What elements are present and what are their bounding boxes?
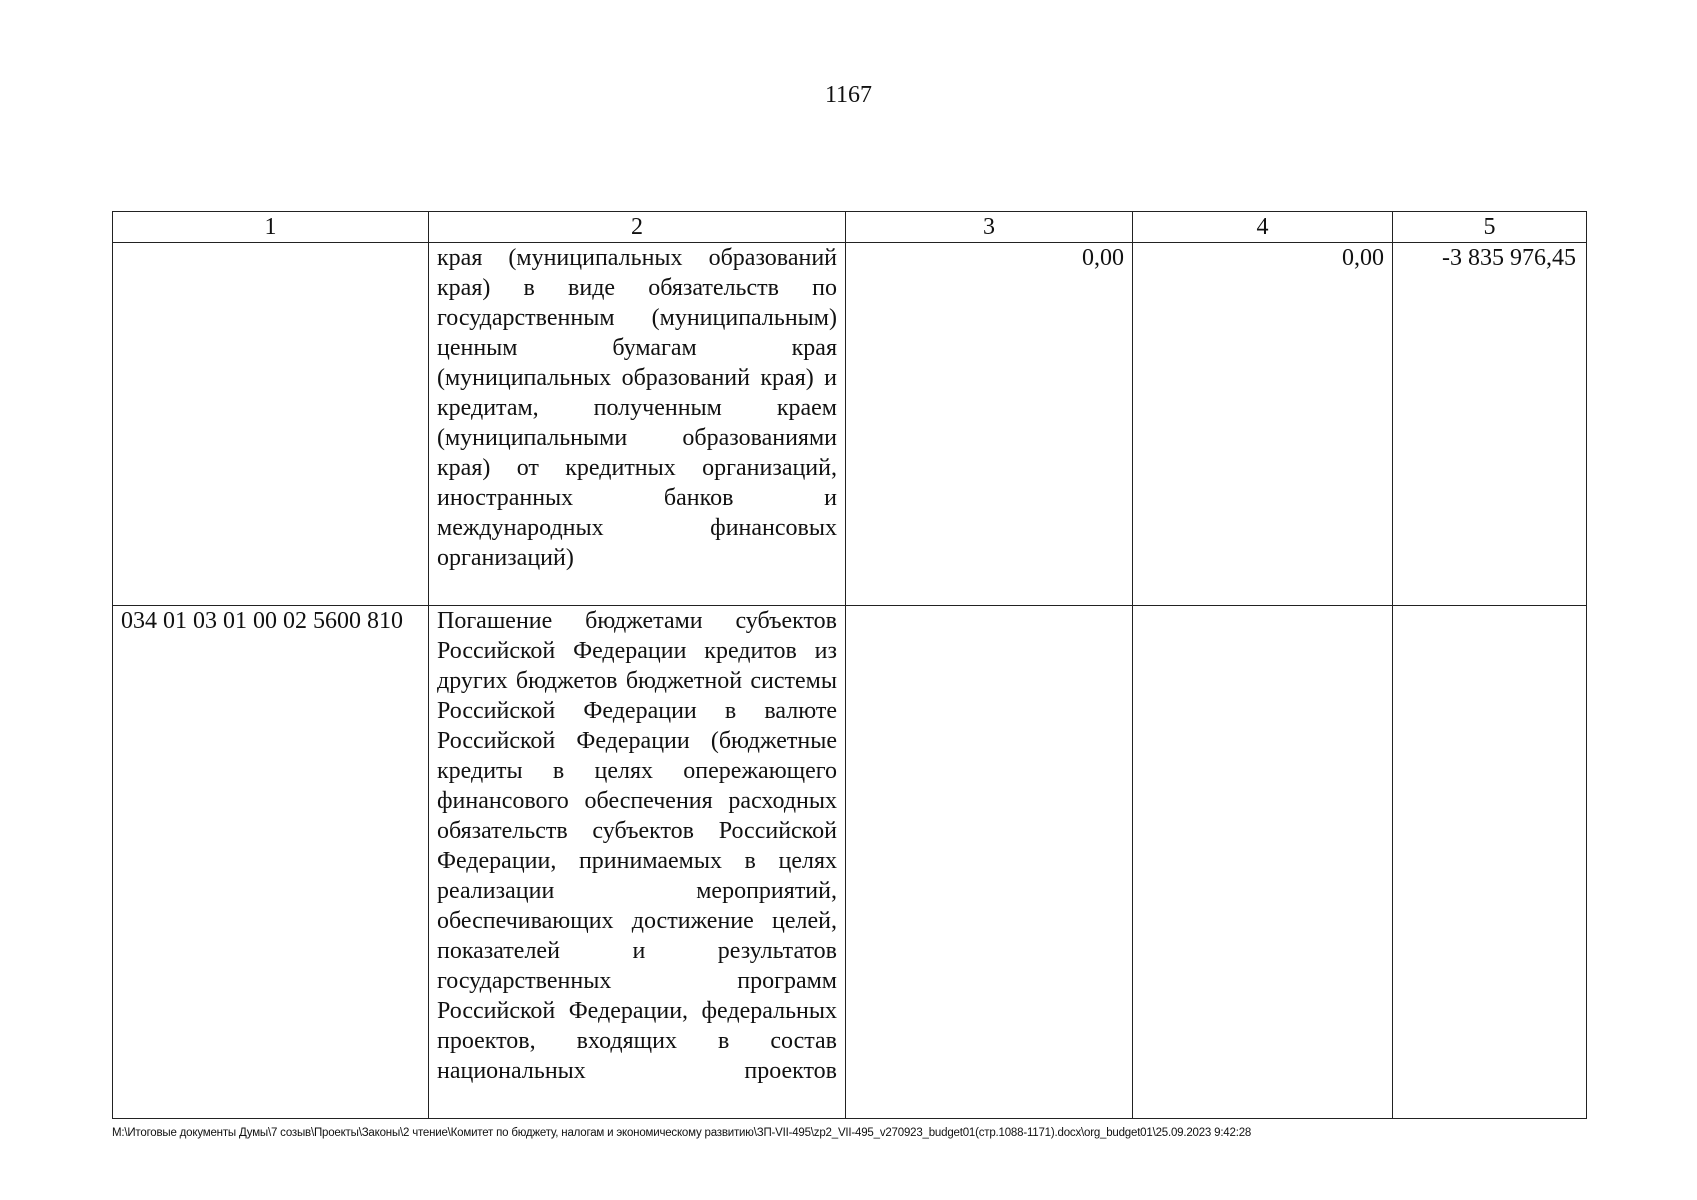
amount-cell-col5 bbox=[1393, 606, 1587, 1119]
amount-cell-col3 bbox=[846, 606, 1133, 1119]
table-row bbox=[113, 243, 1587, 606]
amount-cell-col5: -3 835 976,45 bbox=[1393, 243, 1587, 606]
description-cell: Погашение бюджетами субъектов Российской Федерации кредитов из других бюджетов бюджетной системы Российской Федерации в валюте Российской Федерации (бюджетные кредиты в целях опережающего финансового обеспечения расходных обязательств субъектов Российской Федерации, принимаемых в целях реализации мероприятий, обеспечивающих достижение целей, показателей и результатов государственных программ Российской Федерации, федеральных проектов, входящих в состав национальных проектов bbox=[429, 606, 846, 1119]
column-header-2: 2 bbox=[429, 212, 846, 243]
budget-code-cell: 034 01 03 01 00 02 5600 810 bbox=[113, 606, 429, 1119]
budget-code-cell bbox=[113, 243, 429, 606]
column-header-4: 4 bbox=[1133, 212, 1393, 243]
description-cell: края (муниципальных образований края) в виде обязательств по государственным (муниципальным) ценным бумагам края (муниципальных образований края) и кредитам, полученным краем (муниципальными образованиями края) от кредитных организаций, иностранных банков и международных финансовых организаций) bbox=[429, 243, 846, 606]
table-header-row bbox=[113, 212, 1587, 243]
amount-cell-col4: 0,00 bbox=[1133, 243, 1393, 606]
budget-table bbox=[112, 211, 1587, 1119]
column-header-1: 1 bbox=[113, 212, 429, 243]
column-header-3: 3 bbox=[846, 212, 1133, 243]
table-row bbox=[113, 606, 1587, 1119]
footer-file-path: M:\Итоговые документы Думы\7 созыв\Проекты\Законы\2 чтение\Комитет по бюджету, налогам и экономическому развитию\ЗП-VII-495\zp2_VII-495_v270923_budget01(стр.1088-1171).docx\org_budget01\25.09.2023 9:42:28 bbox=[112, 1127, 1252, 1139]
amount-cell-col4 bbox=[1133, 606, 1393, 1119]
column-header-5: 5 bbox=[1393, 212, 1587, 243]
page-number: 1167 bbox=[824, 82, 873, 108]
amount-cell-col3: 0,00 bbox=[846, 243, 1133, 606]
